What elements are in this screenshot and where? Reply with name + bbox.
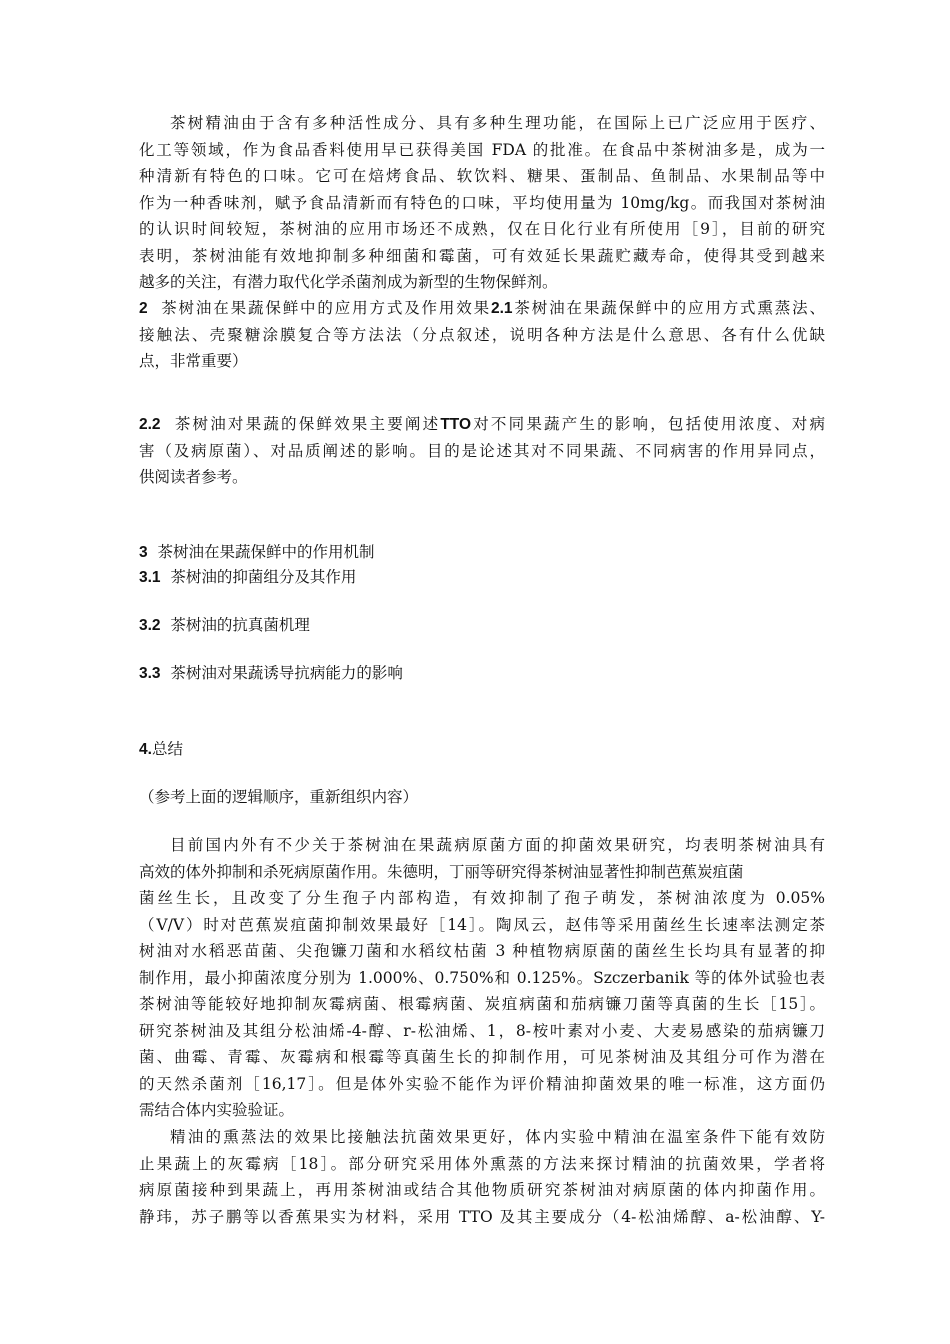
text-line: 菌丝生长，且改变了分生孢子内部构造，有效抑制了孢子萌发，茶树油浓度为 0.05%	[139, 889, 825, 907]
text-fragment: 茶树油对果蔬的保鲜效果主要阐述	[174, 415, 441, 433]
section-title: 茶树油对果蔬诱导抗病能力的影响	[170, 664, 403, 682]
section-3-2-heading	[139, 612, 310, 638]
text-line: 的天然杀菌剂［16,17］。但是体外实验不能作为评价精油抑菌效果的唯一标准，这方面仍	[139, 1074, 825, 1093]
text-line: （V/V）时对芭蕉炭疽菌抑制效果最好［14］。陶凤云，赵伟等采用菌丝生长速率法测定茶	[139, 915, 825, 934]
text-line: 表明，茶树油能有效地抑制多种细菌和霉菌，可有效延长果蔬贮藏寿命，使得其受到越来	[139, 246, 825, 265]
section-title: 总结	[151, 740, 183, 758]
section-title: 茶树油的抑菌组分及其作用	[170, 568, 357, 586]
text-line: 制作用，最小抑菌浓度分别为 1.000%、0.750%和 0.125%。Szczerbanik 等的体外试验也表	[139, 968, 825, 987]
text-line: 作为一种香味剂，赋予食品清新而有特色的口味，平均使用量为 10mg/kg。而我国对茶树油	[139, 193, 825, 212]
section-number: 3	[139, 544, 148, 561]
text-line: 供阅读者参考。	[139, 468, 248, 486]
section-2-2-heading-line	[139, 411, 825, 438]
paragraph-in-vitro	[139, 832, 825, 1124]
editor-note: （参考上面的逻辑顺序，重新组织内容）	[139, 788, 419, 806]
section-2-heading-line	[139, 295, 825, 322]
paragraph-fumigation	[139, 1124, 825, 1230]
text-line: 化工等领域，作为食品香料使用早已获得美国 FDA 的批准。在食品中茶树油多是，成为一	[139, 140, 825, 159]
text-line: 接触法、壳聚糖涂膜复合等方法法（分点叙述，说明各种方法是什么意思、各有什么优缺	[139, 325, 825, 344]
text-line: 静玮，苏子鹏等以香蕉果实为材料，采用 TTO 及其主要成分（4-松油烯醇、a-松油醇、Y-	[139, 1207, 825, 1226]
section-title: 茶树油在果蔬保鲜中的作用机制	[157, 543, 375, 561]
section-number: 3.1	[139, 569, 161, 586]
text-line: 茶树精油由于含有多种活性成分、具有多种生理功能，在国际上已广泛应用于医疗、	[170, 114, 825, 132]
text-line: 止果蔬上的灰霉病［18］。部分研究采用体外熏蒸的方法来探讨精油的抗菌效果，学者将	[139, 1154, 825, 1173]
section-3-3-heading	[139, 660, 403, 686]
section-number: 4.	[139, 741, 152, 758]
text-line: 高效的体外抑制和杀死病原菌作用。朱德明，丁丽等研究得茶树油显著性抑制芭蕉炭疽菌	[139, 862, 744, 881]
text-line: 的认识时间较短，茶树油的应用市场还不成熟，仅在日化行业有所使用［9］，目前的研究	[139, 220, 825, 238]
section-2-block	[139, 295, 825, 375]
text-line: 害（及病原菌）、对品质阐述的影响。目的是论述其对不同果蔬、不同病害的作用异同点，	[139, 441, 825, 460]
text-line: 种清新有特色的口味。它可在焙烤食品、软饮料、糖果、蛋制品、鱼制品、水果制品等中	[139, 167, 825, 185]
tto-abbrev: TTO	[440, 416, 472, 433]
paragraph-intro	[139, 110, 825, 296]
text-line: 点，非常重要）	[139, 352, 248, 370]
section-number: 2.1	[491, 300, 513, 317]
section-number: 3.2	[139, 617, 161, 634]
section-number: 3.3	[139, 665, 161, 682]
text-line: 越多的关注，有潜力取代化学杀菌剂成为新型的生物保鲜剂。	[139, 273, 558, 291]
text-line: 需结合体内实验验证。	[139, 1101, 295, 1119]
text-line: 精油的熏蒸法的效果比接触法抗菌效果更好，体内实验中精油在温室条件下能有效防	[170, 1128, 825, 1146]
section-number: 2	[139, 300, 148, 317]
text-line: 目前国内外有不少关于茶树油在果蔬病原菌方面的抑菌效果研究，均表明茶树油具有	[170, 836, 825, 854]
section-title: 茶树油的抗真菌机理	[170, 616, 310, 634]
section-2-2-block	[139, 411, 825, 491]
section-2-title: 茶树油在果蔬保鲜中的应用方式及作用效果	[161, 299, 491, 317]
section-2-1-title: 茶树油在果蔬保鲜中的应用方式熏蒸法、	[512, 299, 825, 317]
text-line: 病原菌接种到果蔬上，再用茶树油或结合其他物质研究茶树油对病原菌的体内抑菌作用。	[139, 1181, 825, 1199]
section-3-heading	[139, 539, 375, 565]
text-line: 研究茶树油及其组分松油烯-4-醇、r-松油烯、1，8-桉叶素对小麦、大麦易感染的茄病镰刀	[139, 1021, 825, 1040]
text-line: 菌、曲霉、青霉、灰霉病和根霉等真菌生长的抑制作用，可见茶树油及其组分可作为潜在	[139, 1048, 825, 1066]
text-fragment: 对不同果蔬产生的影响，包括使用浓度、对病	[471, 415, 825, 433]
section-3-1-heading	[139, 564, 356, 590]
section-4-heading	[139, 736, 183, 762]
section-number: 2.2	[139, 416, 161, 433]
text-line: 树油对水稻恶苗菌、尖孢镰刀菌和水稻纹枯菌 3 种植物病原菌的菌丝生长均具有显著的抑	[139, 942, 825, 960]
text-line: 茶树油等能较好地抑制灰霉病菌、根霉病菌、炭疽病菌和茄病镰刀菌等真菌的生长［15］。	[139, 995, 825, 1013]
